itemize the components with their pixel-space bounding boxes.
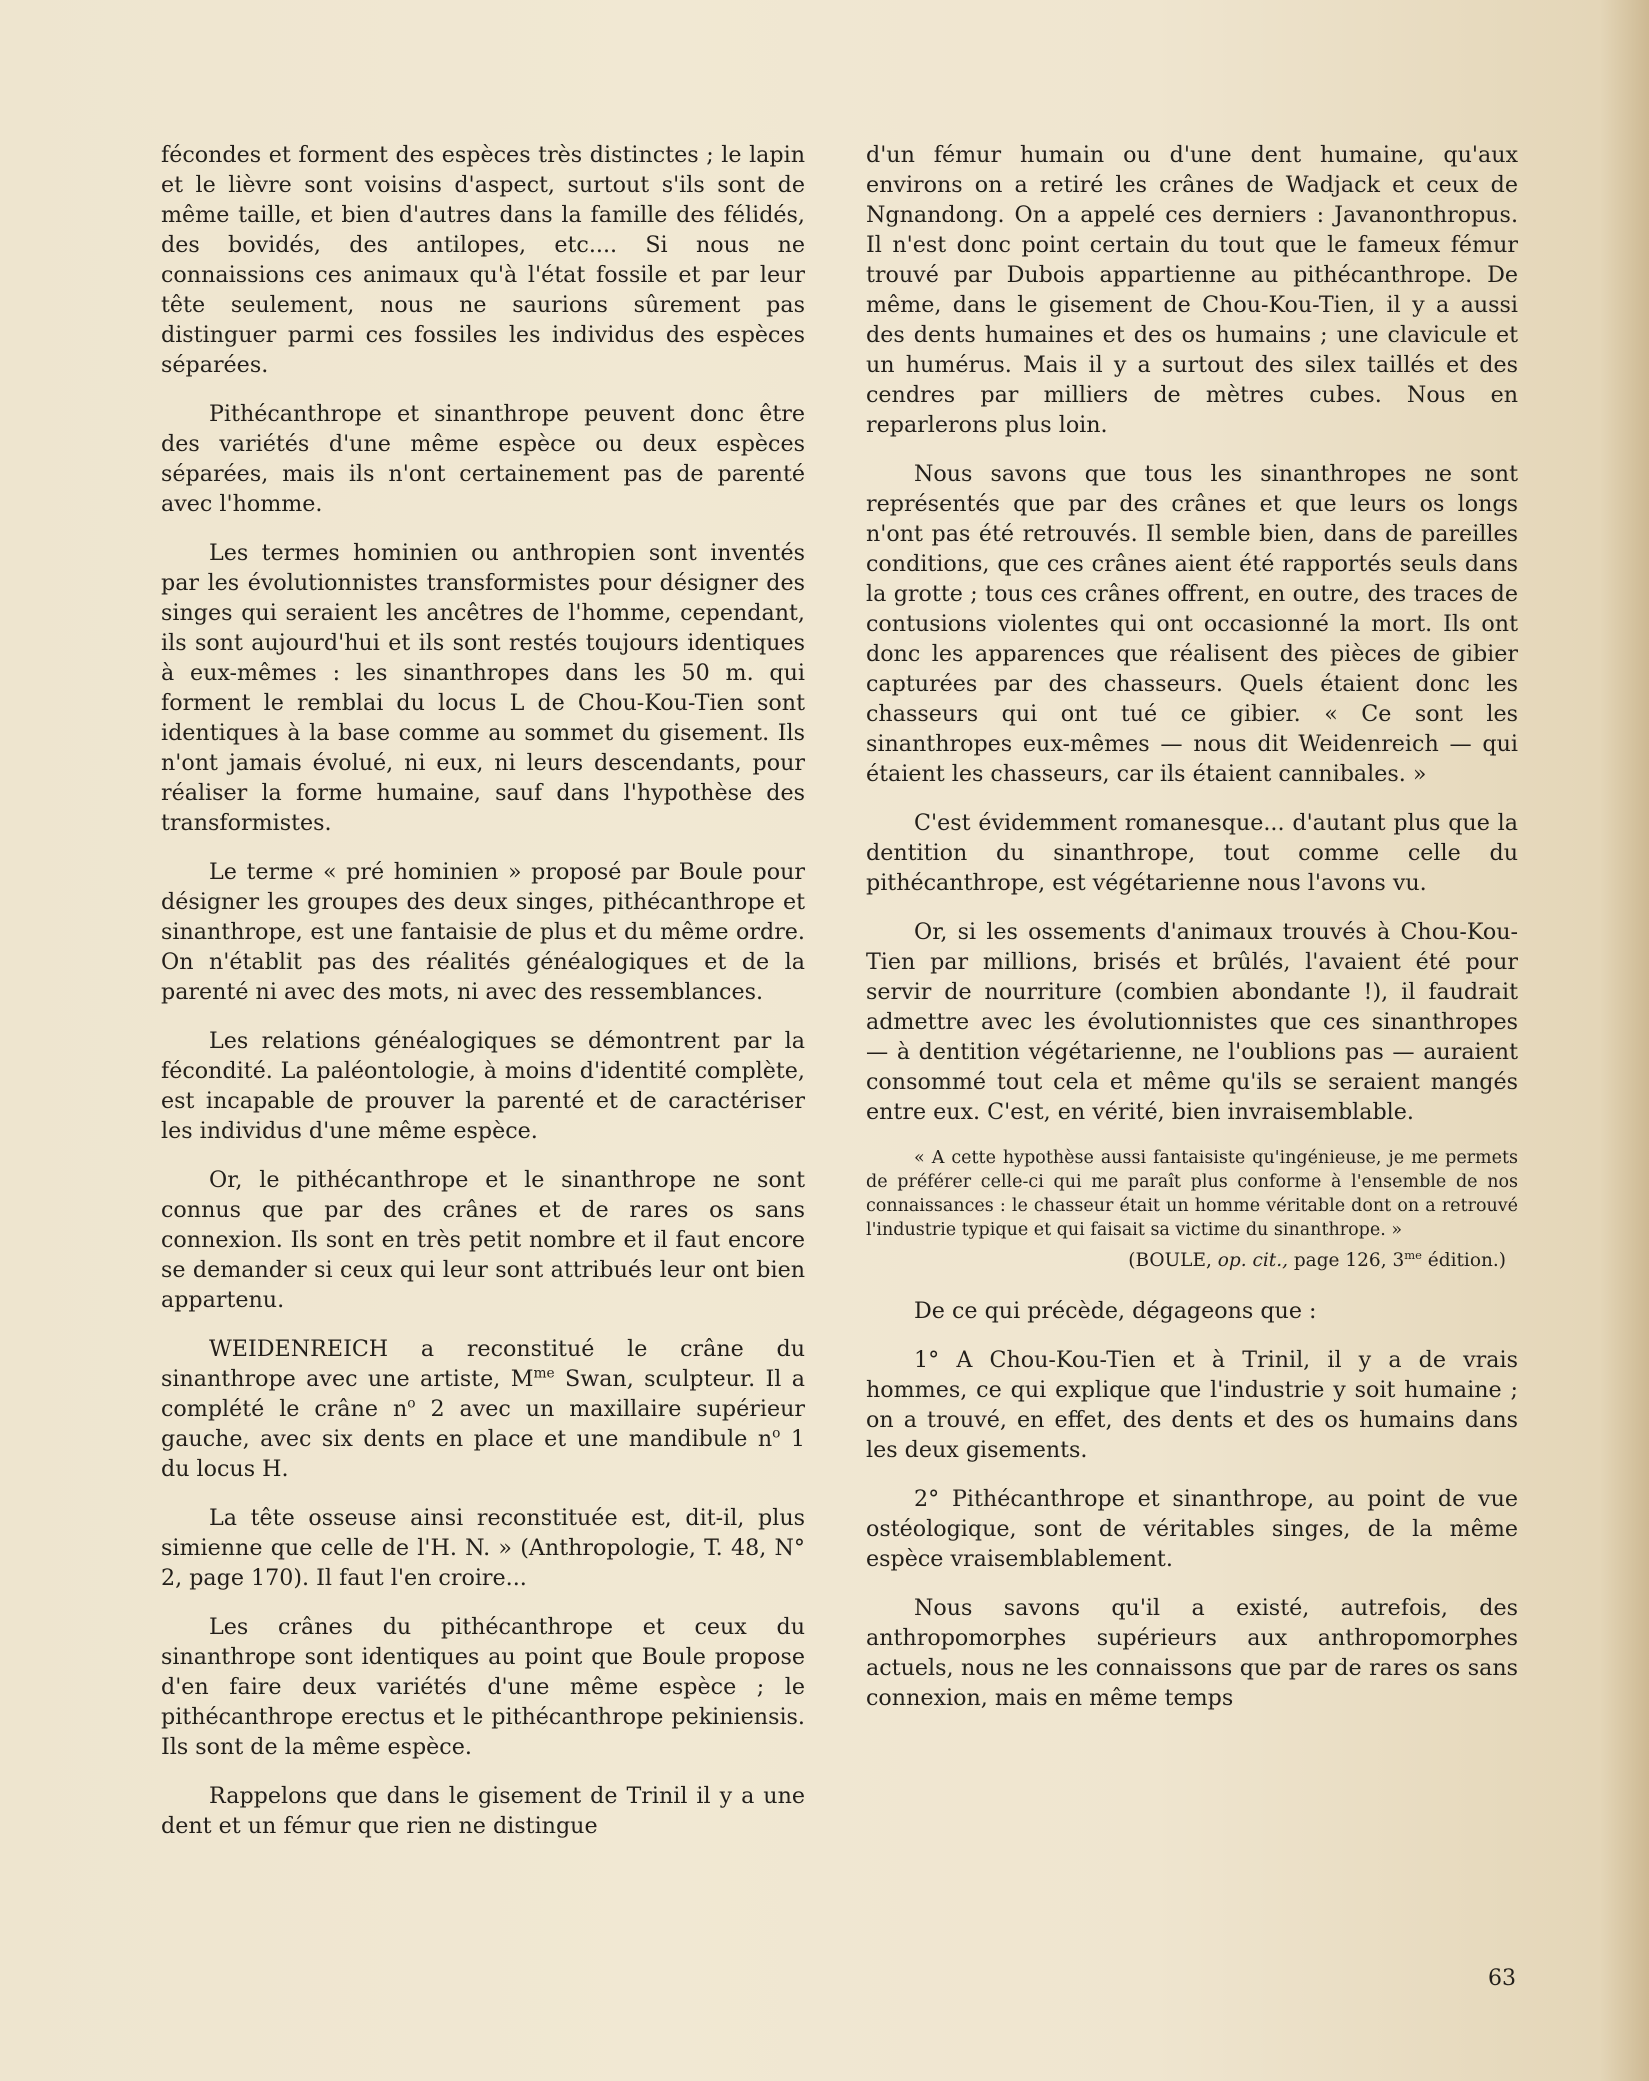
paragraph-weidenreich bbox=[161, 1334, 805, 1484]
paragraph: 1° A Chou-Kou-Tien et à Trinil, il y a de vrais hommes, ce qui explique que l'industrie y soit humaine ; on a trouvé, en effet, des dents et des os humains dans les deux gisements. bbox=[866, 1347, 1518, 1463]
paragraph: Le terme « pré hominien » proposé par Boule pour désigner les groupes des deux singes, pithécanthrope et sinanthrope, est une fantaisie de plus et du même ordre. On n'établit pas des réalités généalogiques et de la parenté ni avec des mots, ni avec des ressemblances. bbox=[161, 859, 805, 1005]
paragraph: Or, le pithécanthrope et le sinanthrope ne sont connus que par des crânes et de rares os sans connexion. Ils sont en très petit nombre et il faut encore se demander si ceux qui leur sont attribués leur ont bien appartenu. bbox=[161, 1167, 805, 1313]
paragraph: Les crânes du pithécanthrope et ceux du sinanthrope sont identiques au point que Boule propose d'en faire deux variétés d'une même espèce ; le pithécanthrope erectus et le pithécanthrope pekiniensis. Ils sont de la même espèce. bbox=[161, 1614, 805, 1760]
right-column bbox=[866, 140, 1518, 1732]
paragraph: Nous savons que tous les sinanthropes ne sont représentés que par des crânes et que leurs os longs n'ont pas été retrouvés. Il semble bien, dans de pareilles conditions, que ces crânes aient été rapportés seuls dans la grotte ; tous ces crânes offrent, en outre, des traces de contusions violentes qui ont occasionné la mort. Ils ont donc les apparences que réalisent des pièces de gibier capturées par des chasseurs. Quels étaient donc les chasseurs qui ont tué ce gibier. « Ce sont les sinanthropes eux-mêmes — nous dit Weidenreich — qui étaient les chasseurs, car ils étaient cannibales. » bbox=[866, 461, 1518, 787]
paragraph: Les termes hominien ou anthropien sont inventés par les évolutionnistes transformistes pour désigner des singes qui seraient les ancêtres de l'homme, cependant, ils sont aujourd'hui et ils sont restés toujours identiques à eux-mêmes : les sinanthropes dans les 50 m. qui forment le remblai du locus L de Chou-Kou-Tien sont identiques à la base comme au sommet du gisement. Ils n'ont jamais évolué, ni eux, ni leurs descendants, pour réaliser la forme humaine, sauf dans l'hypothèse des transformistes. bbox=[161, 540, 805, 836]
paragraph: fécondes et forment des espèces très distinctes ; le lapin et le lièvre sont voisins d'aspect, surtout s'ils sont de même taille, et bien d'autres dans la famille des félidés, des bovidés, des antilopes, etc.... Si nous ne connaissions ces animaux qu'à l'état fossile et par leur tête seulement, nous ne saurions sûrement pas distinguer parmi ces fossiles les individus des espèces séparées. bbox=[161, 142, 805, 378]
block-quote: « A cette hypothèse aussi fantaisiste qu'ingénieuse, je me permets de préférer celle-ci qui me paraît plus conforme à l'ensemble de nos connaissances : le chasseur était un homme véritable dont on a retrouvé l'industrie typique et qui faisait sa victime du sinanthrope. » bbox=[866, 1148, 1518, 1240]
paragraph: Les relations généalogiques se démontrent par la fécondité. La paléontologie, à moins d'identité complète, est incapable de prouver la parenté et de caractériser les individus d'une même espèce. bbox=[161, 1028, 805, 1144]
superscript: o bbox=[772, 1425, 781, 1442]
citation bbox=[866, 1248, 1518, 1274]
paragraph: De ce qui précède, dégageons que : bbox=[914, 1298, 1317, 1324]
text-run: Swan, sculpteur. Il a complété le crâne n bbox=[161, 1366, 805, 1422]
superscript: o bbox=[407, 1395, 416, 1412]
text-run: 1 du locus H. bbox=[161, 1426, 805, 1482]
paragraph: Rappelons que dans le gisement de Trinil il y a une dent et un fémur que rien ne distingue bbox=[161, 1783, 805, 1839]
superscript: me bbox=[533, 1365, 555, 1382]
paragraph: La tête osseuse ainsi reconstituée est, dit-il, plus simienne que celle de l'H. N. » (Anthropologie, T. 48, N° 2, page 170). Il faut l'en croire... bbox=[161, 1505, 805, 1591]
left-column bbox=[161, 140, 805, 1860]
paragraph: d'un fémur humain ou d'une dent humaine, qu'aux environs on a retiré les crânes de Wadjack et ceux de Ngnandong. On a appelé ces derniers : Javanonthropus. Il n'est donc point certain du tout que le fameux fémur trouvé par Dubois appartienne au pithécanthrope. De même, dans le gisement de Chou-Kou-Tien, il y a aussi des dents humaines et des os humains ; une clavicule et un humérus. Mais il y a surtout des silex taillés et des cendres par milliers de mètres cubes. Nous en reparlerons plus loin. bbox=[866, 142, 1518, 438]
paragraph: 2° Pithécanthrope et sinanthrope, au point de vue ostéologique, sont de véritables singes, de la même espèce vraisemblablement. bbox=[866, 1486, 1518, 1572]
citation-italic: op. cit., bbox=[1217, 1250, 1288, 1271]
paragraph: C'est évidemment romanesque... d'autant plus que la dentition du sinanthrope, tout comme celle du pithécanthrope, est végétarienne nous l'avons vu. bbox=[866, 810, 1518, 896]
paragraph: Nous savons qu'il a existé, autrefois, des anthropomorphes supérieurs aux anthropomorphes actuels, nous ne les connaissons que par de rares os sans connexion, mais en même temps bbox=[866, 1595, 1518, 1711]
page-number: 63 bbox=[1488, 1966, 1516, 1991]
text-run: 2 avec un maxillaire supérieur gauche, avec six dents en place et une mandibule n bbox=[161, 1396, 805, 1452]
text-run: WEIDENREICH a reconstitué le crâne du sinanthrope avec une artiste, M bbox=[161, 1336, 805, 1392]
text-run: (BOULE, bbox=[1128, 1250, 1218, 1271]
paragraph: Or, si les ossements d'animaux trouvés à Chou-Kou-Tien par millions, brisés et brûlés, l'avaient été pour servir de nourriture (combien abondante !), il faudrait admettre avec les évolutionnistes que ces sinanthropes — à dentition végétarienne, ne l'oublions pas — auraient consommé tout cela et même qu'ils se seraient mangés entre eux. C'est, en vérité, bien invraisemblable. bbox=[866, 919, 1518, 1125]
superscript: me bbox=[1404, 1247, 1422, 1262]
paragraph: Pithécanthrope et sinanthrope peuvent donc être des variétés d'une même espèce ou deux espèces séparées, mais ils n'ont certainement pas de parenté avec l'homme. bbox=[161, 401, 805, 517]
text-run: édition.) bbox=[1421, 1250, 1506, 1271]
text-run: page 126, 3 bbox=[1287, 1250, 1405, 1271]
